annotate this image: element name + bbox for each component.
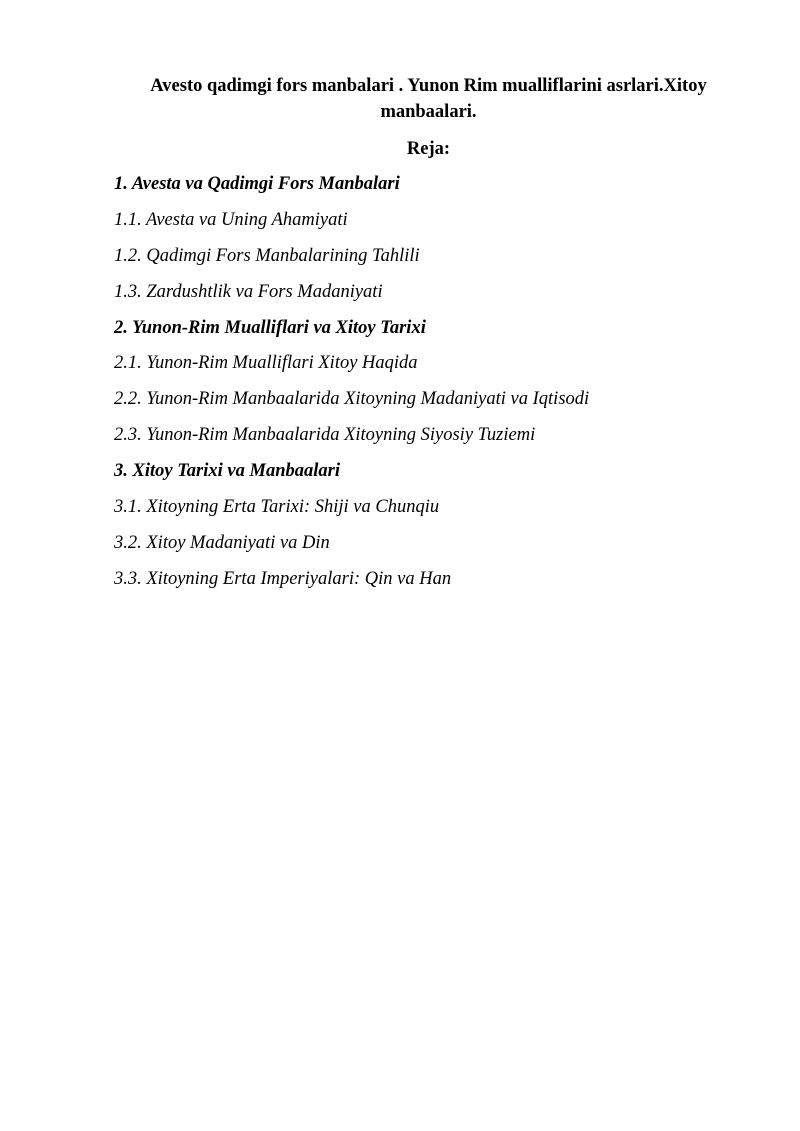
outline-item-1-3: 1.3. Zardushtlik va Fors Madaniyati	[114, 281, 383, 302]
outline-item-2-2: 2.2. Yunon-Rim Manbaalarida Xitoyning Madaniyati va Iqtisodi	[114, 389, 590, 410]
outline-section-2: 2. Yunon-Rim Mualliflari va Xitoy Tarixi	[114, 317, 426, 338]
plan-outline	[114, 171, 754, 602]
outline-item-2-3: 2.3. Yunon-Rim Manbaalarida Xitoyning Siyosiy Tuziemi	[114, 425, 536, 446]
outline-item-3-2: 3.2. Xitoy Madaniyati va Din	[114, 532, 330, 553]
outline-item-2-1: 2.1. Yunon-Rim Mualliflari Xitoy Haqida	[114, 353, 418, 374]
outline-item-3-1: 3.1. Xitoyning Erta Tarixi: Shiji va Chunqiu	[114, 497, 440, 518]
outline-item-1-1: 1.1. Avesta va Uning Ahamiyati	[114, 209, 348, 230]
outline-item-1-2: 1.2. Qadimgi Fors Manbalarining Tahlili	[114, 245, 420, 266]
document-title: Avesto qadimgi fors manbalari . Yunon Rim mualliflarini asrlari.Xitoy manbaalari.	[150, 76, 707, 122]
plan-heading: Reja:	[406, 139, 451, 159]
outline-section-3: 3. Xitoy Tarixi va Manbaalari	[114, 461, 340, 482]
outline-section-1: 1. Avesta va Qadimgi Fors Manbalari	[114, 174, 400, 194]
outline-item-3-3: 3.3. Xitoyning Erta Imperiyalari: Qin va Han	[114, 568, 452, 589]
